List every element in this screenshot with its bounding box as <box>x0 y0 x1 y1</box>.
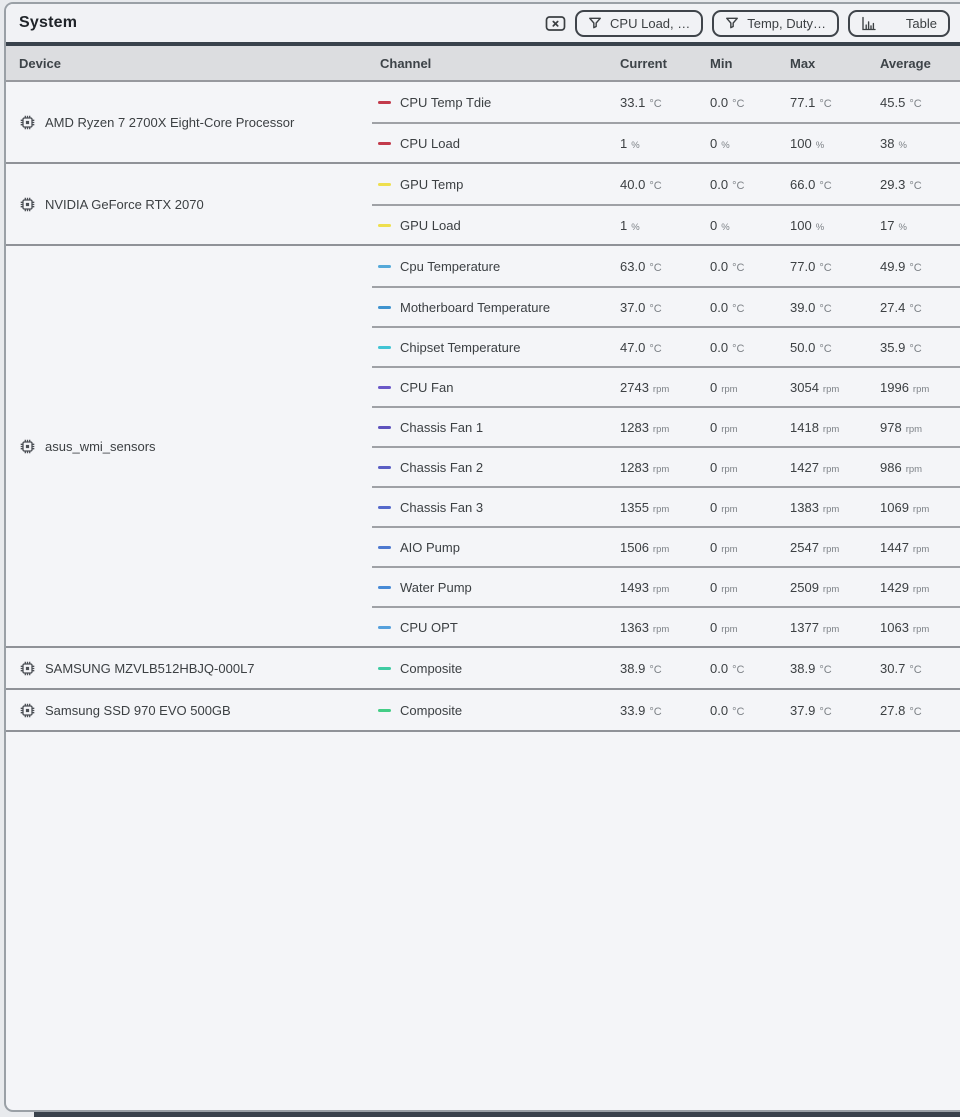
max-value: 3054 rpm <box>790 379 840 395</box>
cpu-chip-icon <box>19 702 36 719</box>
channel-name: Chassis Fan 2 <box>400 459 484 475</box>
series-color-dash-icon <box>378 466 391 469</box>
channel-name: AIO Pump <box>400 539 460 555</box>
current-value: 1 % <box>620 135 640 151</box>
current-value: 63.0 °C <box>620 258 662 274</box>
device-group <box>6 646 960 688</box>
table-body <box>6 82 960 732</box>
channel-row[interactable] <box>372 366 960 406</box>
current-value: 1283 rpm <box>620 419 670 435</box>
device-cell[interactable] <box>6 164 372 244</box>
device-cell[interactable] <box>6 648 372 688</box>
max-value: 77.0 °C <box>790 258 832 274</box>
series-color-dash-icon <box>378 709 391 712</box>
column-header-channel[interactable]: Channel <box>380 55 432 71</box>
min-value: 0.0 °C <box>710 258 745 274</box>
series-color-dash-icon <box>378 224 391 227</box>
min-value: 0 rpm <box>710 579 738 595</box>
column-header-min[interactable]: Min <box>710 55 733 71</box>
current-value: 47.0 °C <box>620 339 662 355</box>
max-value: 2547 rpm <box>790 539 840 555</box>
average-value: 17 % <box>880 217 907 233</box>
max-value: 77.1 °C <box>790 94 832 110</box>
current-value: 33.1 °C <box>620 94 662 110</box>
channel-name: Cpu Temperature <box>400 258 501 274</box>
average-value: 986 rpm <box>880 459 923 475</box>
page-title: System <box>19 14 78 31</box>
channel-row[interactable] <box>372 164 960 204</box>
max-value: 37.9 °C <box>790 702 832 718</box>
device-cell[interactable] <box>6 690 372 730</box>
device-cell[interactable] <box>6 82 372 162</box>
average-value: 978 rpm <box>880 419 923 435</box>
max-value: 1377 rpm <box>790 619 840 635</box>
channel-name: CPU Fan <box>400 379 454 395</box>
device-group <box>6 688 960 730</box>
channel-row[interactable] <box>372 446 960 486</box>
average-value: 1429 rpm <box>880 579 930 595</box>
channel-name: CPU OPT <box>400 619 458 635</box>
device-group <box>6 244 960 646</box>
channel-name: CPU Temp Tdie <box>400 94 492 110</box>
channel-name: Composite <box>400 660 463 676</box>
average-value: 45.5 °C <box>880 94 922 110</box>
min-value: 0 rpm <box>710 499 738 515</box>
channel-row[interactable] <box>372 406 960 446</box>
channel-row[interactable] <box>372 204 960 244</box>
channel-name: Water Pump <box>400 579 472 595</box>
max-value: 1383 rpm <box>790 499 840 515</box>
min-value: 0 rpm <box>710 539 738 555</box>
current-value: 1 % <box>620 217 640 233</box>
channel-name: Chassis Fan 3 <box>400 499 484 515</box>
column-header-average[interactable]: Average <box>880 55 931 71</box>
panel-header <box>6 4 960 42</box>
filter-chip-label: CPU Load, … <box>610 15 691 31</box>
channel-row[interactable] <box>372 326 960 366</box>
max-value: 2509 rpm <box>790 579 840 595</box>
cpu-chip-icon <box>19 438 36 455</box>
channel-list <box>372 164 960 244</box>
view-toggle-table-button[interactable] <box>848 10 950 37</box>
average-value: 35.9 °C <box>880 339 922 355</box>
channel-name: Motherboard Temperature <box>400 299 551 315</box>
max-value: 39.0 °C <box>790 299 832 315</box>
filter-chip-label: Temp, Duty… <box>747 15 826 31</box>
device-cell[interactable] <box>6 246 372 646</box>
channel-row[interactable] <box>372 82 960 122</box>
average-value: 29.3 °C <box>880 176 922 192</box>
device-group <box>6 82 960 162</box>
image-icon[interactable] <box>545 15 566 32</box>
channel-name: Composite <box>400 702 463 718</box>
current-value: 38.9 °C <box>620 660 662 676</box>
min-value: 0 rpm <box>710 419 738 435</box>
channel-row[interactable] <box>372 566 960 606</box>
average-value: 1063 rpm <box>880 619 930 635</box>
channel-name: CPU Load <box>400 135 460 151</box>
filter-chip-temp-duty[interactable] <box>712 10 839 37</box>
channel-row[interactable] <box>372 526 960 566</box>
filter-funnel-icon <box>725 16 739 30</box>
average-value: 30.7 °C <box>880 660 922 676</box>
system-panel <box>4 2 960 1112</box>
channel-row[interactable] <box>372 606 960 646</box>
max-value: 38.9 °C <box>790 660 832 676</box>
filter-funnel-icon <box>588 16 602 30</box>
max-value: 100 % <box>790 217 825 233</box>
min-value: 0.0 °C <box>710 94 745 110</box>
min-value: 0 rpm <box>710 619 738 635</box>
series-color-dash-icon <box>378 626 391 629</box>
current-value: 1506 rpm <box>620 539 670 555</box>
min-value: 0 % <box>710 217 730 233</box>
average-value: 49.9 °C <box>880 258 922 274</box>
max-value: 66.0 °C <box>790 176 832 192</box>
current-value: 40.0 °C <box>620 176 662 192</box>
bar-chart-icon <box>861 16 877 31</box>
series-color-dash-icon <box>378 506 391 509</box>
series-color-dash-icon <box>378 667 391 670</box>
series-color-dash-icon <box>378 586 391 589</box>
device-name: asus_wmi_sensors <box>45 438 156 454</box>
average-value: 1069 rpm <box>880 499 930 515</box>
series-color-dash-icon <box>378 101 391 104</box>
channel-list <box>372 82 960 162</box>
device-group <box>6 162 960 244</box>
series-color-dash-icon <box>378 386 391 389</box>
toolbar <box>545 10 950 37</box>
channel-row[interactable] <box>372 246 960 286</box>
max-value: 100 % <box>790 135 825 151</box>
channel-list <box>372 246 960 646</box>
channel-name: Chassis Fan 1 <box>400 419 484 435</box>
current-value: 1355 rpm <box>620 499 670 515</box>
current-value: 1493 rpm <box>620 579 670 595</box>
min-value: 0.0 °C <box>710 702 745 718</box>
series-color-dash-icon <box>378 183 391 186</box>
max-value: 50.0 °C <box>790 339 832 355</box>
series-color-dash-icon <box>378 546 391 549</box>
average-value: 27.4 °C <box>880 299 922 315</box>
channel-name: GPU Temp <box>400 176 464 192</box>
series-color-dash-icon <box>378 346 391 349</box>
column-header-device[interactable]: Device <box>19 55 61 71</box>
min-value: 0 rpm <box>710 459 738 475</box>
channel-row[interactable] <box>372 286 960 326</box>
series-color-dash-icon <box>378 265 391 268</box>
max-value: 1427 rpm <box>790 459 840 475</box>
current-value: 33.9 °C <box>620 702 662 718</box>
device-name: SAMSUNG MZVLB512HBJQ-000L7 <box>45 660 255 676</box>
min-value: 0.0 °C <box>710 339 745 355</box>
channel-row[interactable] <box>372 690 960 730</box>
channel-list <box>372 648 960 688</box>
channel-name: Chipset Temperature <box>400 339 521 355</box>
device-name: Samsung SSD 970 EVO 500GB <box>45 702 231 718</box>
next-section-divider <box>34 1112 960 1117</box>
channel-name: GPU Load <box>400 217 461 233</box>
channel-row[interactable] <box>372 122 960 162</box>
current-value: 1283 rpm <box>620 459 670 475</box>
average-value: 1996 rpm <box>880 379 930 395</box>
view-toggle-label: Table <box>905 15 937 31</box>
device-name: AMD Ryzen 7 2700X Eight-Core Processor <box>45 114 295 130</box>
min-value: 0 rpm <box>710 379 738 395</box>
cpu-chip-icon <box>19 196 36 213</box>
device-name: NVIDIA GeForce RTX 2070 <box>45 196 204 212</box>
current-value: 37.0 °C <box>620 299 662 315</box>
average-value: 1447 rpm <box>880 539 930 555</box>
average-value: 38 % <box>880 135 907 151</box>
table-header-row <box>6 46 960 82</box>
average-value: 27.8 °C <box>880 702 922 718</box>
series-color-dash-icon <box>378 426 391 429</box>
series-color-dash-icon <box>378 142 391 145</box>
min-value: 0.0 °C <box>710 299 745 315</box>
min-value: 0 % <box>710 135 730 151</box>
column-header-current[interactable]: Current <box>620 55 667 71</box>
channel-row[interactable] <box>372 648 960 688</box>
cpu-chip-icon <box>19 660 36 677</box>
cpu-chip-icon <box>19 114 36 131</box>
filter-chip-cpu-load[interactable] <box>575 10 703 37</box>
current-value: 1363 rpm <box>620 619 670 635</box>
current-value: 2743 rpm <box>620 379 670 395</box>
min-value: 0.0 °C <box>710 176 745 192</box>
channel-list <box>372 690 960 730</box>
max-value: 1418 rpm <box>790 419 840 435</box>
min-value: 0.0 °C <box>710 660 745 676</box>
column-header-max[interactable]: Max <box>790 55 816 71</box>
series-color-dash-icon <box>378 306 391 309</box>
channel-row[interactable] <box>372 486 960 526</box>
